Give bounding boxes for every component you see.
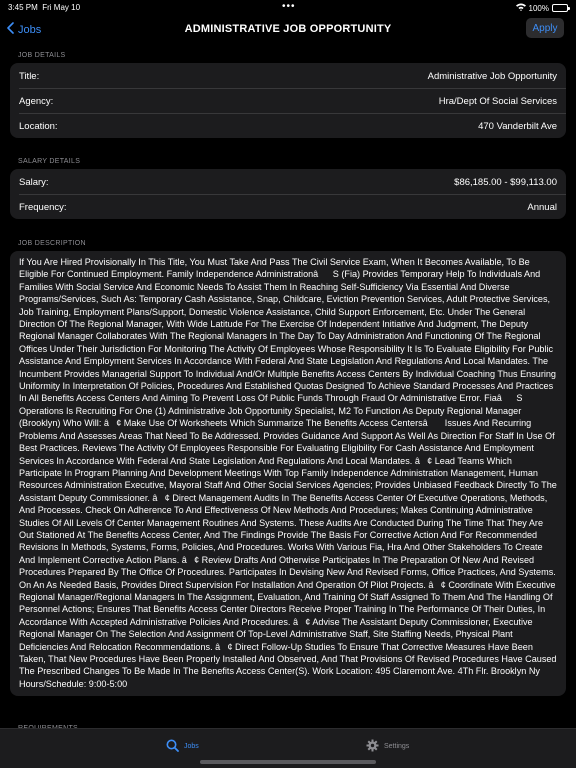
salary-details-header: SALARY DETAILS [18, 158, 81, 165]
tab-jobs[interactable] [166, 739, 199, 754]
agency-row [10, 88, 566, 113]
navigation-bar [0, 14, 576, 44]
apply-button[interactable]: Apply [526, 18, 564, 38]
row-label: Salary: [19, 177, 49, 188]
job-details-card [10, 63, 566, 138]
multitasking-dots-icon[interactable]: ••• [282, 1, 296, 12]
status-indicators [516, 3, 568, 13]
job-title-row [10, 63, 566, 88]
job-details-header: JOB DETAILS [18, 52, 66, 59]
salary-details-card [10, 169, 566, 219]
row-label: Frequency: [19, 202, 67, 213]
job-description-header: JOB DESCRIPTION [18, 240, 86, 247]
job-description-card [10, 251, 566, 696]
status-clock: 3:45 PM [8, 3, 38, 12]
back-button-label: Jobs [18, 23, 42, 36]
battery-icon [552, 4, 568, 12]
status-date: Fri May 10 [42, 3, 81, 12]
row-value: Hra/Dept Of Social Services [438, 96, 557, 107]
row-value: 470 Vanderbilt Ave [478, 121, 557, 132]
status-time [8, 3, 80, 12]
search-icon [166, 739, 179, 754]
home-indicator[interactable] [200, 760, 376, 764]
job-description-text: If You Are Hired Provisionally In This Title, You Must Take And Pass The Civil Service Exam, When It Becomes Available, To Be Eligible For Continued Employment. Family Independence AdministrationâS (Fia) Provides Temporary Help To Individuals And Families With Social Service And Economic Needs To Assist Them In Reaching Self-Sufficiency Via Essential And Diverse Programs/Services, Such As: Temporary Cash Assistance, Snap, Childcare, Eviction Prevention Services, Adult Protective Services, Job Training, Employment Plans/Support, Domestic Violence Assistance, Child Support Enforcement, Etc. Under The General Direction Of The Regional Manager, With Wide Latitude For The Exercise Of Independent Initiative And Judgment, The Deputy Regional Manager Collaborates With The Regional Managers In The Day To Day Administration And Functioning Of The Regional Offices Under Their Jurisdiction For Monitoring The Activity Of Employees Whose Responsibility It Is To Evaluate Eligibility For Public Assistance And Employment Services In Accordance With Federal And State Legislation And Regulations And Local Mandates. The Incumbent Provides Managerial Support To Individual And/Or Multiple Benefits Access Centers By Individual Coaching Thus Ensuring Uniformity In Interpretation Of Policies, Procedures And Established Quotas Designed To Achieve Standard Processes And Practices In All Benefits Access Centers And Aiming To Prevent Loss Of Public Funds Through Fraud Or Administrative Error. FiaâS Operations Is Recruiting For One (1) Administrative Job Opportunity Specialist, M2 To Function As Deputy Regional Manager (Brooklyn) Who Will: â¢ Make Use Of Worksheets Which Summarize The Benefits Access Centersâ Issues And Recurring Problems And Assesses Areas That Need To Be Addressed. Provides Guidance And Support As Well As Direction For Staff In Use Of Best Practices. Reviews The Activity Of Employees Responsible For Evaluating Eligibility For Cash Assistance And Employment Services In Accordance With Federal And State Legislation And Regulations And Local Mandates. â¢ Lead Teams Which Participate In Program Planning And Development Meetings With Top Family Independence Administration Management, Human Resources Administration Executive, Mayoral Staff And Other Social Services Agencies; Provides Unbiased Feedback Directly To The Assistant Deputy Commissioner. â¢ Direct Management Audits In The Benefits Access Center Of Executive Operations, Methods, And Processes. Check On Adherence To And Effectiveness Of New Methods And Procedures; Makes Continuing Administrative Studies Of All Levels Of Center Management Routines And Systems. These Audits Are Conducted During The Time That They Are Out Stationed At The Benefits Access Center, And The Findings Provide The Basis For Corrective Action And For Recommended Revisions In Methods, Systems, Forms, Policies, And Procedures. Works With Various Fia, Hra And Other Stakeholders To Create And Implement Corrective Action Plans. â¢ Review Drafts And Otherwise Participates In The Preparation Of New And Revised Procedures Prepared By The Office Of Procedures. Participates In Devising New And Revised Forms, Office Practices, And Systems. On An As Needed Basis, Provides Direct Supervision For Installation And Operation Of Pilot Projects. â¢ Coordinate With Executive Regional Manager/Regional Managers In The Assignment, Evaluation, And Training Of Staff Assigned To Them And The Handling Of Personnel Actions; Ensures That Benefits Access Center Directors Receive Proper Training In The Performance Of Their Duties, In Accordance With Accepted Administrative Policies And Procedures. â¢ Advise The Assistant Deputy Commissioner, Executive Regional Manager On The Selection And Assignment Of Top-Level Administrative Staff, Site Staffing Needs, Physical Plant Deficiencies And Relocation Recommendations. â¢ Direct Follow-Up Studies To Ensure That Corrective Measures Have Been Taken, That New Procedures Have Been Properly Installed And Observed, And That Provisions Of Revised Procedures Have Caused The Prescribed Changes To Be Made In The Benefits Access Center(S). Work Location: 495 Claremont Ave. 4Th Flr. Brooklyn Ny Hours/Schedule: 9:00-5:00 [19, 257, 557, 689]
wifi-icon [516, 3, 526, 13]
gear-icon [366, 739, 379, 754]
page-title: ADMINISTRATIVE JOB OPPORTUNITY [184, 23, 392, 35]
row-label: Location: [19, 121, 58, 132]
row-value: $86,185.00 - $99,113.00 [454, 177, 557, 188]
battery-percent: 100% [528, 3, 549, 13]
tab-jobs-label: Jobs [184, 743, 199, 750]
tab-settings-label: Settings [384, 743, 410, 750]
status-bar [0, 0, 576, 14]
row-value: Administrative Job Opportunity [427, 71, 557, 82]
tab-settings[interactable] [366, 739, 409, 754]
frequency-row [10, 194, 566, 219]
row-value: Annual [527, 202, 557, 213]
location-row [10, 113, 566, 138]
row-label: Agency: [19, 96, 54, 107]
salary-row [10, 169, 566, 194]
row-label: Title: [19, 71, 40, 82]
